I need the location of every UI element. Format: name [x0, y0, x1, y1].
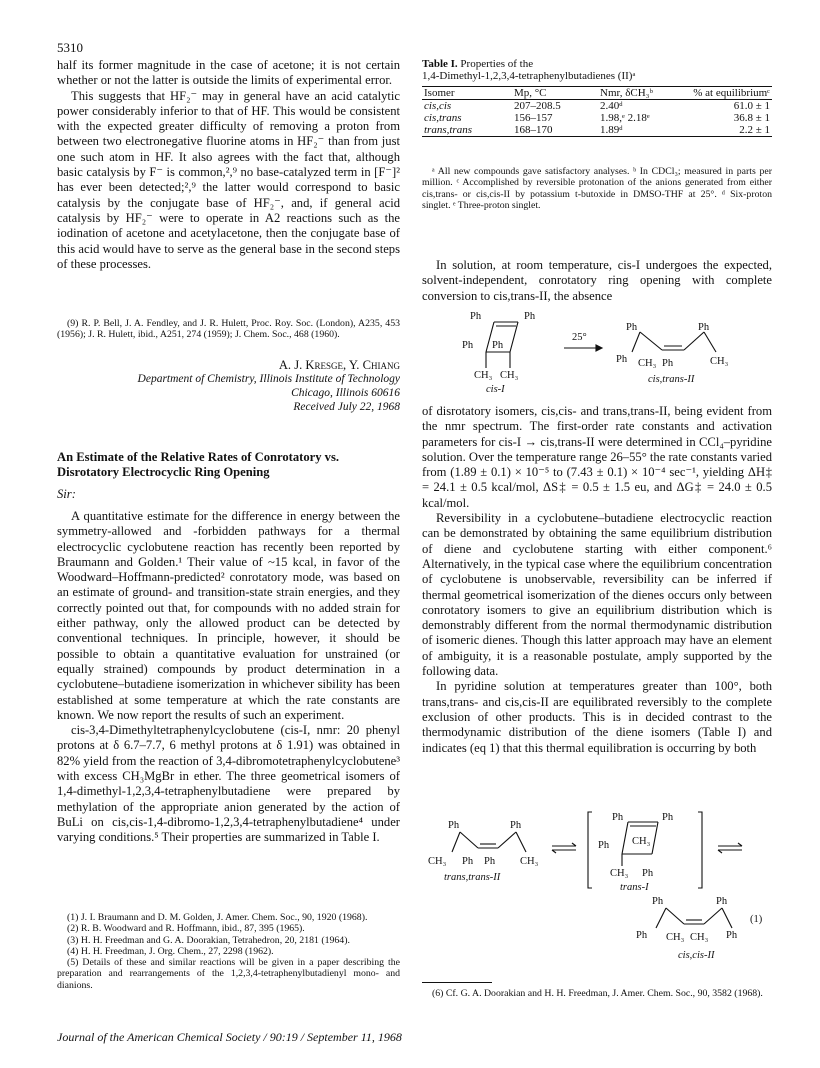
page-number: 5310 — [57, 40, 83, 55]
right-column-body — [422, 404, 772, 756]
ch3-label: CH₃ — [520, 856, 539, 867]
table-note: ᵃ All new compounds gave satisfactory analyses. ᵇ In CDCl₃; measured in parts per million. ᶜ Accomplished by reversible protonation of the anions generated from either cis,trans- or cis,cis-II by potassium t-butoxide in DMSO-THF at 25°. ᵈ Six-proton singlet. ᵉ Three-proton singlet. — [422, 166, 772, 211]
scheme-1-ring-opening — [440, 306, 760, 402]
table-1 — [422, 86, 772, 137]
footnote-divider — [422, 982, 492, 983]
left-column-body — [57, 509, 400, 846]
ph-label: Ph — [616, 354, 628, 365]
compound-name: trans,trans-II — [444, 872, 501, 883]
ph-label: Ph — [510, 820, 522, 831]
table-header: Mp, °C — [512, 87, 598, 100]
ch3-label: CH₃ — [632, 836, 651, 847]
ch3-label: CH₃ — [474, 370, 493, 381]
ph-label: Ph — [484, 856, 496, 867]
table-footnote — [422, 166, 772, 211]
paragraph: of disrotatory isomers, cis,cis- and trans,trans-II, being evident from the nmr spectrum. The first-order rate constants and activation parameters for cis-I → cis,trans-II were determined in CCl₄–pyridine solution. Over the temperature range 26–55° the rate constants varied from (1.89 ± 0.1) × 10⁻⁵ to (7.43 ± 0.1) × 10⁻⁴ sec⁻¹, yielding ΔH‡ = 24.1 ± 0.5 kcal/mol, ΔS‡ = 0.5 ± 1.5 eu, and ΔG‡ = 24.0 ± 0.5 kcal/mol. — [422, 404, 772, 510]
table-cell: 1.98,ᵉ 2.18ᵉ — [600, 112, 650, 124]
table-row — [422, 112, 772, 124]
salutation: Sir: — [57, 487, 76, 501]
table-header: % at equilibriumᶜ — [688, 87, 772, 100]
table-caption-text: Properties of the — [460, 58, 534, 70]
ph-label: Ph — [662, 358, 674, 369]
ph-label: Ph — [626, 322, 638, 333]
table-cell: trans,trans — [422, 124, 512, 137]
ch3-label: CH₃ — [666, 932, 685, 943]
table-cell: 2.2 ± 1 — [688, 124, 772, 137]
footnotes-list — [57, 912, 400, 991]
compound-name: cis,cis-II — [678, 950, 715, 961]
ch3-label: CH₃ — [428, 856, 447, 867]
table-row — [422, 124, 772, 137]
footnote: (4) H. H. Freedman, J. Org. Chem., 27, 2298 (1962). — [67, 945, 274, 957]
table-cell: cis,trans — [424, 112, 462, 124]
footnote: (9) R. P. Bell, J. A. Fendley, and J. R. Hulett, Proc. Roy. Soc. (London), A235, 453 (1956); J. R. Hulett, ibid., A251, 274 (1959); J. Chem. Soc., 468 (1960). — [57, 318, 400, 341]
ph-label: Ph — [636, 930, 648, 941]
ch3-label: CH₃ — [710, 356, 729, 367]
ph-label: Ph — [652, 896, 664, 907]
paragraph: cis-3,4-Dimethyltetraphenylcyclobutene (cis-I, nmr: 20 phenyl protons at δ 6.7–7.7, 6 methyl protons at δ 1.91) was obtained in 82% yield from the reaction of 3,4-dibromotetraphenylcyclobutene³ with excess CH₃MgBr in ether. The three geometrical isomers of 1,4-dimethyl-1,2,3,4-tetraphenylbutadiene were prepared by methylation of the appropriate anion generated by the action of BuLi on cis,cis-1,4-dibromo-1,2,3,4-tetraphenylbutadiene⁴ under varying conditions.⁵ Their properties are summarized in Table I. — [57, 723, 400, 845]
equation-number: (1) — [750, 914, 763, 925]
ph-label: Ph — [642, 868, 654, 879]
ph-label: Ph — [612, 812, 624, 823]
compound-name: cis,trans-II — [648, 374, 695, 385]
ph-label: Ph — [698, 322, 710, 333]
footnote: (2) R. B. Woodward and R. Hoffmann, ibid., 87, 395 (1965). — [67, 923, 305, 935]
paragraph: In solution, at room temperature, cis-I undergoes the expected, solvent-independent, conrotatory ring opening with complete conversion to cis,trans-II, the absence — [422, 258, 772, 303]
table-cell: 156–157 — [514, 112, 553, 124]
table-header: Isomer — [422, 87, 512, 100]
table-cell: 1.89ᵈ — [598, 124, 688, 137]
table-cell: 168–170 — [512, 124, 598, 137]
footnote: (6) Cf. G. A. Doorakian and H. H. Freedman, J. Amer. Chem. Soc., 90, 3582 (1968). — [432, 988, 763, 999]
footnote: (3) H. H. Freedman and G. A. Doorakian, Tetrahedron, 20, 2181 (1964). — [67, 934, 350, 946]
authors: A. J. Kresge, Y. Chiang — [278, 358, 400, 372]
table-cell: 61.0 ± 1 — [733, 100, 770, 112]
footnote: (1) J. I. Braumann and D. M. Golden, J. Amer. Chem. Soc., 90, 1920 (1968). — [67, 912, 368, 923]
arrow-label: 25° — [572, 332, 587, 343]
paragraph: This suggests that HF₂⁻ may in general have an acid catalytic power considerably inferior to that of HF. This would be consistent with the expected greater difficulty of removing a proton from between two electronegative fluorine atoms in HF₂⁻ than from just one such atom in HF. It also agrees with the fact that, although basic catalysis by F⁻ is common,²,⁹ no base-catalyzed term in [F⁻]² has ever been detected;²,⁹ the latter would correspond to basic catalysis by the conjugate base of HF₂⁻, and, if general acid catalysis by HF₂⁻ were to operate in A2 reactions such as the iodination of acetone and acetylacetone, then the conjugate base of this acid would have to serve as the general base in the second steps of these processes. — [57, 88, 400, 271]
ch3-label: CH₃ — [500, 370, 519, 381]
ph-label: Ph — [726, 930, 738, 941]
affiliation: Department of Chemistry, Illinois Institute of Technology — [137, 373, 400, 385]
footnote-6 — [422, 988, 772, 999]
table-caption — [422, 58, 772, 82]
ch3-label: CH₃ — [690, 932, 709, 943]
table-cell: 207–208.5 — [514, 100, 561, 112]
ph-label: Ph — [448, 820, 460, 831]
ph-label: Ph — [716, 896, 728, 907]
footnote: (5) Details of these and similar reactions will be given in a paper describing the preparation and rearrangements of the 1,2,3,4-tetraphenylbutadienyl mono- and dianions. — [57, 957, 400, 991]
paragraph: Reversibility in a cyclobutene–butadiene electrocyclic reaction can be demonstrated by obtaining the same equilibrium distribution of diene and cyclobutene starting with either component.⁶ Alternatively, in the typical case where the equilibrium concentration of cyclobutene is unobservable, reversibility can be inferred if thermal geometrical isomerization of the dienes occurs only between conrotatory isomers to give an equilibrium distribution which is demonstrably different from the normal thermodynamic distribution of isomeric dienes. Though this latter approach may have an element of ambiguity, it is a reasonable postulate, amply supported by the following data. — [422, 511, 772, 679]
ph-label: Ph — [462, 856, 474, 867]
paragraph: half its former magnitude in the case of acetone; it is not certain whether or not the latter is outside the limits of experimental error. — [57, 58, 400, 88]
article-title: An Estimate of the Relative Rates of Conrotatory vs. Disrotatory Electrocyclic Ring Opening — [57, 450, 340, 479]
ph-label: Ph — [598, 840, 610, 851]
paragraph: In pyridine solution at temperatures greater than 100°, both trans,trans- and cis,cis-II are equilibrated reversibly to the complete exclusion of other products. This is in decided contrast to the thermodynamic distribution of the diene isomers (Table I) and indicates (eq 1) that this thermal equilibration is occurring by both — [422, 679, 772, 755]
ph-label: Ph — [662, 812, 674, 823]
ch3-label: CH₃ — [638, 358, 657, 369]
ph-label: Ph — [462, 340, 474, 351]
table-caption-line2: 1,4-Dimethyl-1,2,3,4-tetraphenylbutadienes (II)ᵃ — [422, 70, 636, 82]
table-cell: 36.8 ± 1 — [733, 112, 770, 124]
scheme-2-equilibrium — [422, 808, 774, 970]
right-column-para1 — [422, 258, 772, 304]
table-header: Nmr, δCH₃ᵇ — [598, 87, 688, 100]
ph-label: Ph — [524, 311, 536, 322]
left-column-top — [57, 58, 400, 272]
received-date: Received July 22, 1968 — [293, 401, 400, 413]
ch3-label: CH₃ — [610, 868, 629, 879]
compound-name: cis-I — [486, 384, 505, 395]
author-block — [57, 358, 400, 414]
table-row — [422, 100, 772, 113]
table-cell: cis,cis — [424, 100, 452, 112]
affiliation-city: Chicago, Illinois 60616 — [291, 387, 400, 399]
compound-name: trans-I — [620, 882, 649, 893]
paragraph: A quantitative estimate for the difference in energy between the symmetry-allowed and -forbidden pathways for a thermal electrocyclic cyclobutene reaction has recently been reported by Braumann and Golden.¹ Their value of ~15 kcal, in favor of the Woodward–Hoffmann-predicted² conrotatory mode, was based on an estimate of ground- and transition-state strain energies, and they correctly pointed out that, for compounds with no added strain for either pathway, only the allowed product can be detected by conventional techniques. In principle, however, it should be possible to obtain a quantitative evaluation for unstrained (or equally strained) compounds by product determination in a cyclobutene–butadiene isomerization in whichever sibility has been established at some temperature at which the rate constants are known. We now report the results of such an experiment. — [57, 509, 400, 722]
table-label: Table I. — [422, 58, 458, 70]
ph-label: Ph — [470, 311, 482, 322]
footnote-9 — [57, 318, 400, 341]
journal-footer: Journal of the American Chemical Society / 90:19 / September 11, 1968 — [57, 1030, 402, 1044]
table-cell: 2.40ᵈ — [600, 100, 623, 112]
ph-label: Ph — [492, 340, 504, 351]
